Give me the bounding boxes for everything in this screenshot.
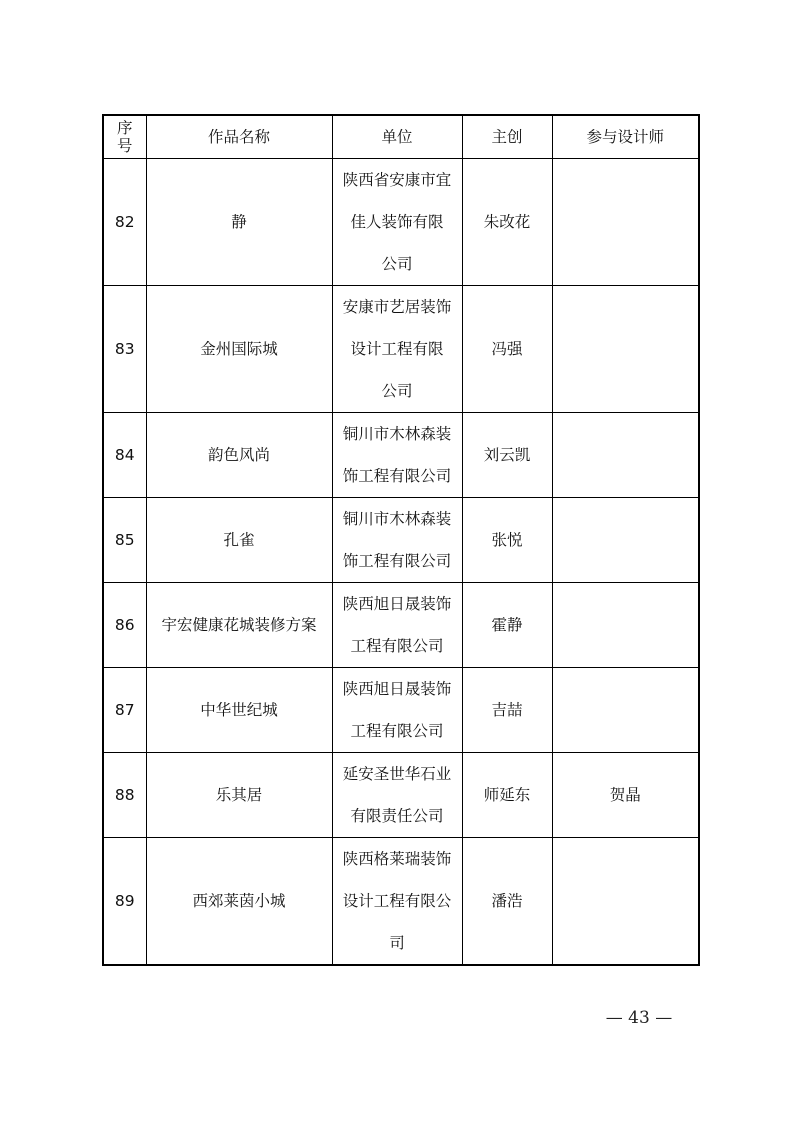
- row-work-cell: 宇宏健康花城装修方案: [146, 583, 332, 668]
- row-unit-cell: [332, 668, 462, 753]
- row-index-cell: 89: [103, 838, 146, 966]
- header-index-line: 号: [116, 137, 133, 155]
- row-unit-cell: [332, 498, 462, 583]
- header-row: [103, 115, 699, 159]
- unit-line: 延安圣世华石业: [342, 765, 452, 783]
- row-index-cell: 84: [103, 413, 146, 498]
- row-designers-cell: [552, 498, 699, 583]
- row-index-cell: 86: [103, 583, 146, 668]
- table-body: [103, 159, 699, 966]
- table-row: [103, 583, 699, 668]
- row-index-cell: 88: [103, 753, 146, 838]
- row-work-cell: 中华世纪城: [146, 668, 332, 753]
- unit-line: 陕西旭日晟装饰: [342, 680, 452, 698]
- table-row: [103, 498, 699, 583]
- unit-line: 饰工程有限公司: [342, 552, 452, 570]
- row-work-cell: 韵色风尚: [146, 413, 332, 498]
- row-index-cell: 87: [103, 668, 146, 753]
- table-row: [103, 753, 699, 838]
- unit-line: 佳人装饰有限: [350, 213, 444, 231]
- row-lead-cell: 霍静: [462, 583, 552, 668]
- header-index: [103, 115, 146, 159]
- row-work-cell: 静: [146, 159, 332, 286]
- unit-line: 陕西旭日晟装饰: [342, 595, 452, 613]
- row-lead-cell: 刘云凯: [462, 413, 552, 498]
- row-unit-cell: [332, 838, 462, 966]
- unit-line: 司: [389, 934, 405, 952]
- row-designers-cell: 贺晶: [552, 753, 699, 838]
- row-lead-cell: 吉喆: [462, 668, 552, 753]
- row-designers-cell: [552, 413, 699, 498]
- header-designers: 参与设计师: [552, 115, 699, 159]
- table-header: [103, 115, 699, 159]
- unit-line: 铜川市木林森装: [342, 510, 452, 528]
- unit-line: 安康市艺居装饰: [342, 298, 452, 316]
- table-row: [103, 413, 699, 498]
- row-lead-cell: 师延东: [462, 753, 552, 838]
- row-index-cell: 85: [103, 498, 146, 583]
- table-row: [103, 838, 699, 966]
- unit-line: 陕西格莱瑞装饰: [342, 850, 452, 868]
- row-unit-cell: [332, 413, 462, 498]
- row-work-cell: 乐其居: [146, 753, 332, 838]
- table-row: [103, 286, 699, 413]
- row-designers-cell: [552, 286, 699, 413]
- row-designers-cell: [552, 838, 699, 966]
- row-unit-cell: [332, 159, 462, 286]
- row-index-cell: 83: [103, 286, 146, 413]
- unit-line: 设计工程有限: [350, 340, 444, 358]
- row-lead-cell: 朱改花: [462, 159, 552, 286]
- row-lead-cell: 张悦: [462, 498, 552, 583]
- table-row: [103, 668, 699, 753]
- page-number: — 43 —: [605, 1008, 673, 1028]
- unit-line: 工程有限公司: [350, 637, 444, 655]
- header-work: 作品名称: [146, 115, 332, 159]
- row-designers-cell: [552, 583, 699, 668]
- unit-line: 工程有限公司: [350, 722, 444, 740]
- row-unit-cell: [332, 753, 462, 838]
- unit-line: 铜川市木林森装: [342, 425, 452, 443]
- row-index-cell: 82: [103, 159, 146, 286]
- header-unit: 单位: [332, 115, 462, 159]
- unit-line: 公司: [381, 255, 413, 273]
- unit-line: 有限责任公司: [350, 807, 444, 825]
- row-lead-cell: 冯强: [462, 286, 552, 413]
- row-unit-cell: [332, 583, 462, 668]
- row-designers-cell: [552, 668, 699, 753]
- row-unit-cell: [332, 286, 462, 413]
- row-designers-cell: [552, 159, 699, 286]
- unit-line: 设计工程有限公: [342, 892, 452, 910]
- award-table: [102, 114, 700, 966]
- header-lead: 主创: [462, 115, 552, 159]
- row-work-cell: 金州国际城: [146, 286, 332, 413]
- row-work-cell: 西郊莱茵小城: [146, 838, 332, 966]
- unit-line: 公司: [381, 382, 413, 400]
- row-lead-cell: 潘浩: [462, 838, 552, 966]
- row-work-cell: 孔雀: [146, 498, 332, 583]
- table-row: [103, 159, 699, 286]
- unit-line: 陕西省安康市宜: [342, 171, 452, 189]
- unit-line: 饰工程有限公司: [342, 467, 452, 485]
- header-index-line: 序: [116, 119, 133, 137]
